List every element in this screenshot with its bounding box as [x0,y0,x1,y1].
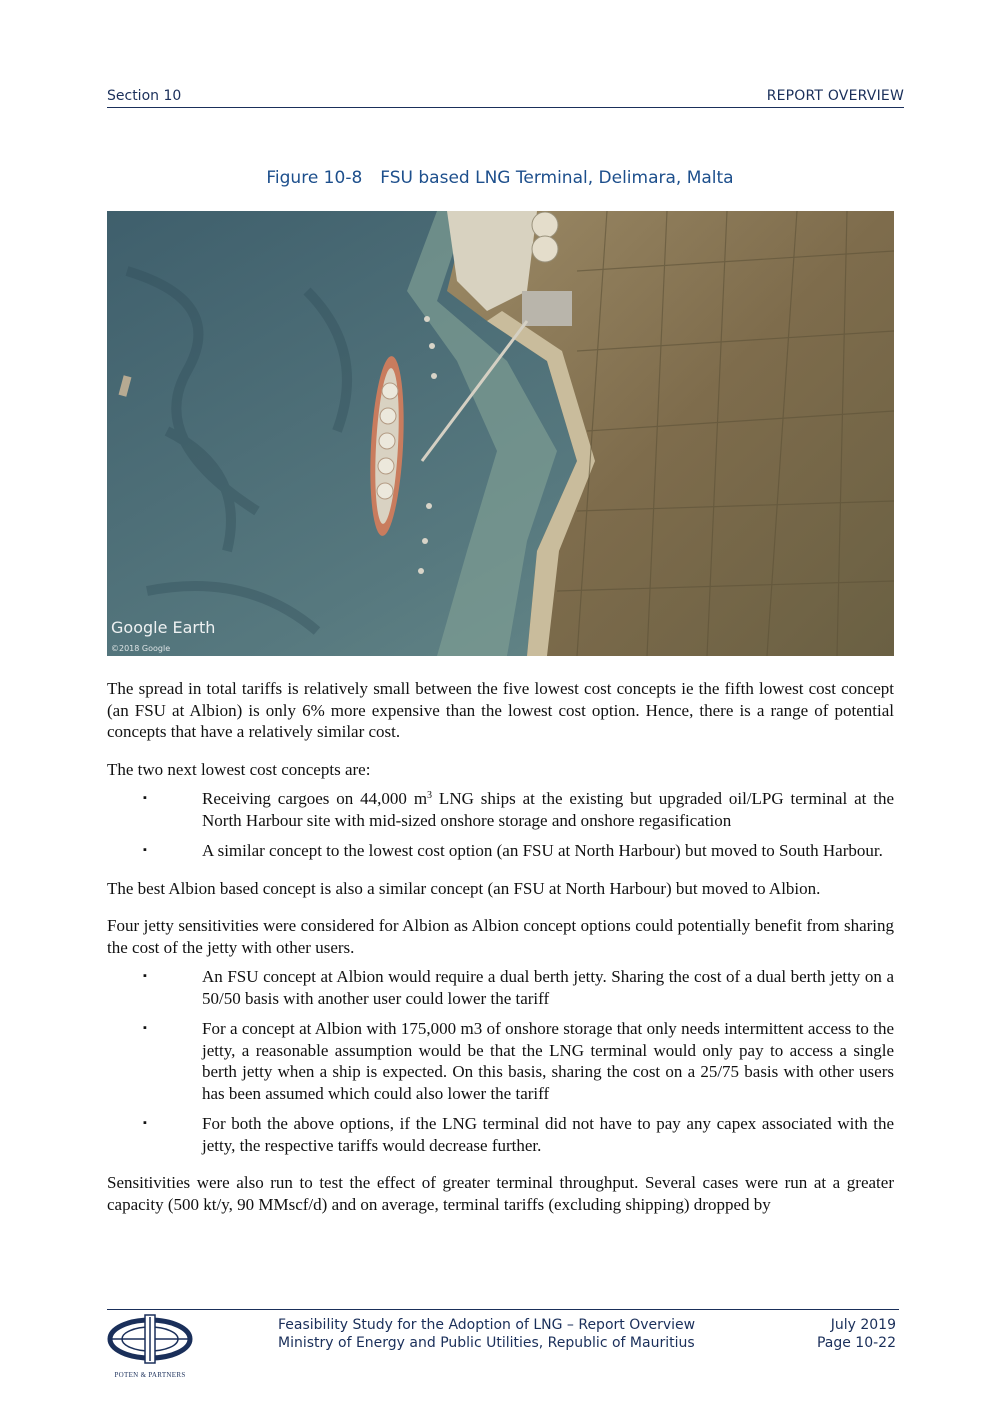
page-number: Page 10-22 [816,1335,896,1351]
figure-title: FSU based LNG Terminal, Delimara, Malta [380,168,734,188]
list-item: ▪ An FSU concept at Albion would require a dual berth jetty. Sharing the cost of a dual berth jetty on a 50/50 basis with another user could lower the tariff [143,967,894,1008]
body-text [107,678,894,1231]
satellite-image [107,211,894,656]
concepts-list [107,788,894,862]
figure-caption [0,168,1000,188]
footer-meta [817,1316,896,1352]
section-label: Section 10 [107,88,182,104]
list-item: ▪ A similar concept to the lowest cost option (an FSU at North Harbour) but moved to South Harbour. [143,841,883,860]
image-copyright: ©2018 Google [111,644,171,653]
footer-date: July 2019 [830,1317,896,1333]
paragraph-tariff-spread: The spread in total tariffs is relatively small between the five lowest cost concepts ie the fifth lowest cost concept (an FSU at Albion) is only 6% more expensive than the lowest cost option. Hence, there is a range of potential concepts that have a relatively similar cost. [107,679,894,741]
list-item: ▪ Receiving cargoes on 44,000 $m^3$ LNG ships at the existing but upgraded oil/LPG terminal at the North Harbour site with mid-sized onshore storage and onshore regasification [143,789,894,830]
jetty-list [107,966,894,1156]
paragraph-next-concepts: The two next lowest cost concepts are: [107,759,371,779]
figure-number: Figure 10-8 [266,168,363,188]
paragraph-jetty-sensitivities: Four jetty sensitivities were considered for Albion as Albion concept options could potentially benefit from sharing the cost of the jetty with other users. [107,916,894,957]
footer-line-1: Feasibility Study for the Adoption of LNG – Report Overview [278,1317,696,1333]
list-item: ▪ For both the above options, if the LNG terminal did not have to pay any capex associated with the jetty, the respective tariffs would decrease further. [143,1114,894,1155]
header-rule [107,107,904,108]
bullet-icon: ▪ [143,1117,147,1129]
bullet-icon: ▪ [143,1022,147,1034]
logo-text: POTEN & PARTNERS [114,1371,186,1379]
bullet-icon: ▪ [143,792,147,804]
list-item: ▪ For a concept at Albion with 175,000 m3 of onshore storage that only needs intermittent access to the jetty, a reasonable assumption would be that the LNG terminal would only pay to access a single berth jetty when a ship is expected. On this basis, sharing the cost on a 25/75 basis with other users has been assumed which could also lower the tariff [143,1019,894,1103]
footer-study-title [278,1316,695,1352]
paragraph-throughput: Sensitivities were also run to test the effect of greater terminal throughput. Several cases were run at a greater capacity (500 kt/y, 90 MMscf/d) and on average, terminal tariffs (excluding shipping) dropped by [107,1173,894,1214]
report-title: REPORT OVERVIEW [766,88,904,104]
paragraph-best-albion: The best Albion based concept is also a similar concept (an FSU at North Harbour) but moved to Albion. [107,878,821,898]
google-earth-watermark: Google Earth [111,618,216,637]
bullet-icon: ▪ [143,970,147,982]
footer-line-2: Ministry of Energy and Public Utilities, Republic of Mauritius [278,1335,695,1351]
bullet-icon: ▪ [143,844,147,856]
footer-rule [107,1309,899,1310]
